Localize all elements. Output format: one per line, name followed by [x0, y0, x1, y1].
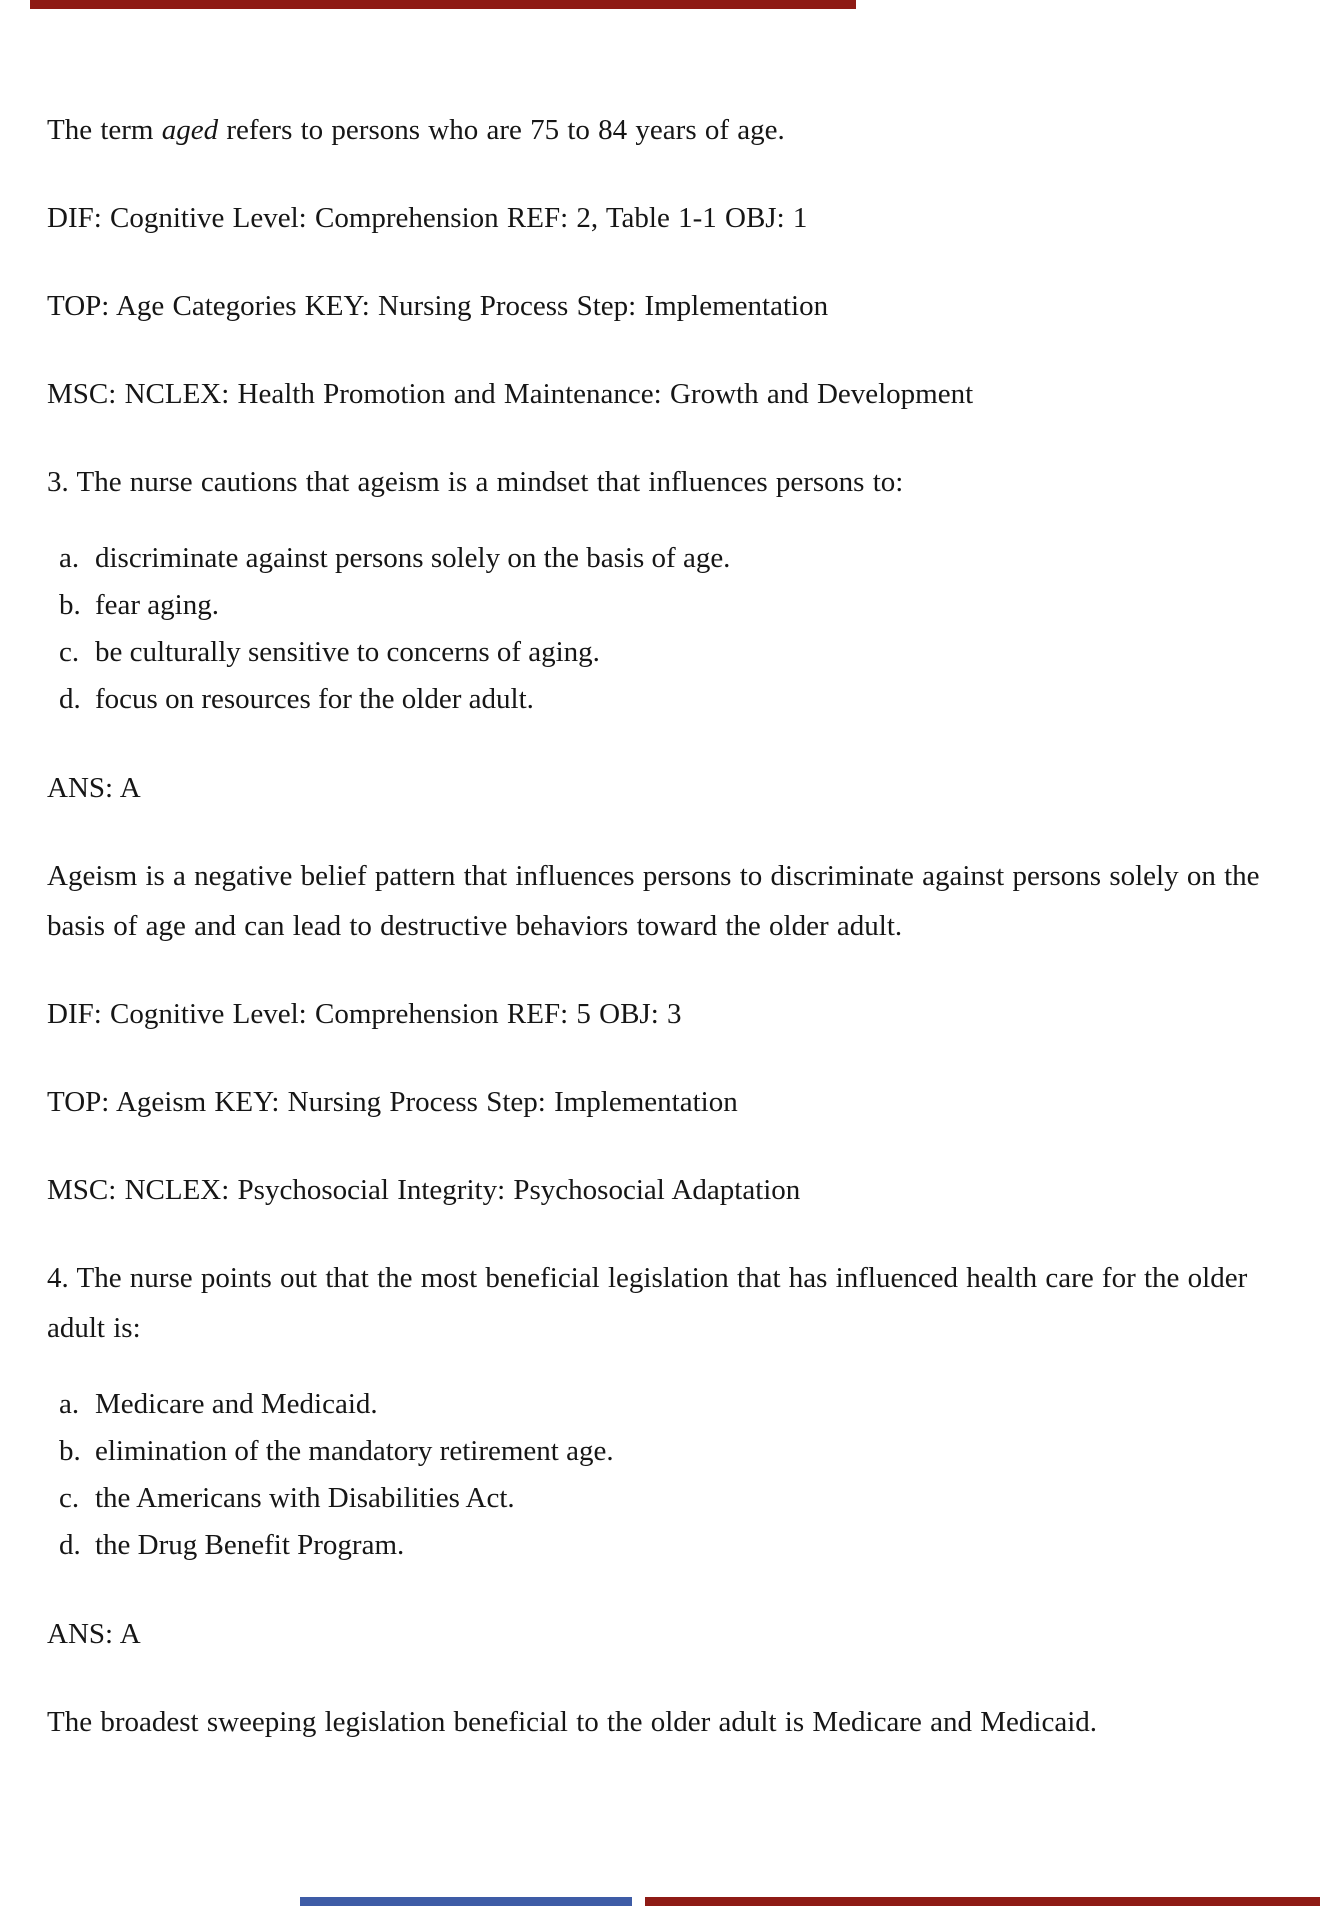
question-3-stem: 3. The nurse cautions that ageism is a mindset that influences persons to: [47, 466, 904, 498]
option-letter: b. [59, 589, 81, 621]
answer-line-q3: ANS: A [47, 772, 141, 804]
aged-definition-pre: The term [47, 114, 162, 146]
term-aged-italic: aged [161, 114, 219, 146]
option-text: elimination of the mandatory retirement age. [95, 1435, 614, 1467]
top-key-line-q3: TOP: Ageism KEY: Nursing Process Step: Implementation [47, 1086, 738, 1118]
option-text: fear aging. [95, 589, 219, 621]
option-row-b [47, 1428, 1300, 1475]
option-letter: b. [59, 1435, 81, 1467]
option-letter: c. [59, 1482, 80, 1514]
option-letter: d. [59, 1529, 81, 1561]
rationale-q4: The broadest sweeping legislation beneficial to the older adult is Medicare and Medicaid. [47, 1706, 1098, 1738]
option-letter: d. [59, 683, 81, 715]
option-text: be culturally sensitive to concerns of aging. [95, 636, 600, 668]
option-letter: a. [59, 1388, 80, 1420]
option-row-c [47, 1475, 1300, 1522]
aged-definition-line [47, 105, 1300, 155]
bottom-blue-rule-fragment [300, 1897, 632, 1906]
question-4-options [47, 1381, 1300, 1569]
question-3-options [47, 535, 1300, 723]
rationale-q3: Ageism is a negative belief pattern that influences persons to discriminate against persons solely on the basis of age and can lead to destructive behaviors toward the older adult. [47, 860, 1260, 942]
option-text: the Americans with Disabilities Act. [95, 1482, 515, 1514]
option-row-a [47, 1381, 1300, 1428]
option-row-d [47, 676, 1300, 723]
option-letter: a. [59, 542, 80, 574]
option-row-a [47, 535, 1300, 582]
option-row-c [47, 629, 1300, 676]
answer-line-q4: ANS: A [47, 1618, 141, 1650]
option-text: focus on resources for the older adult. [95, 683, 534, 715]
aged-definition-post: refers to persons who are 75 to 84 years of age. [218, 114, 785, 146]
dif-line-q2: DIF: Cognitive Level: Comprehension REF: 2, Table 1-1 OBJ: 1 [47, 202, 808, 234]
top-key-line-q2: TOP: Age Categories KEY: Nursing Process Step: Implementation [47, 290, 829, 322]
option-text: the Drug Benefit Program. [95, 1529, 405, 1561]
option-row-d [47, 1522, 1300, 1569]
option-text: discriminate against persons solely on the basis of age. [95, 542, 731, 574]
question-4-stem: 4. The nurse points out that the most beneficial legislation that has influenced health care for the older adult is: [47, 1262, 1248, 1344]
option-text: Medicare and Medicaid. [95, 1388, 378, 1420]
bottom-red-rule-fragment [645, 1897, 1320, 1906]
option-letter: c. [59, 636, 80, 668]
option-row-b [47, 582, 1300, 629]
msc-nclex-line-q2: MSC: NCLEX: Health Promotion and Maintenance: Growth and Development [47, 378, 974, 410]
msc-nclex-line-q3: MSC: NCLEX: Psychosocial Integrity: Psychosocial Adaptation [47, 1174, 801, 1206]
dif-line-q3: DIF: Cognitive Level: Comprehension REF: 5 OBJ: 3 [47, 998, 682, 1030]
